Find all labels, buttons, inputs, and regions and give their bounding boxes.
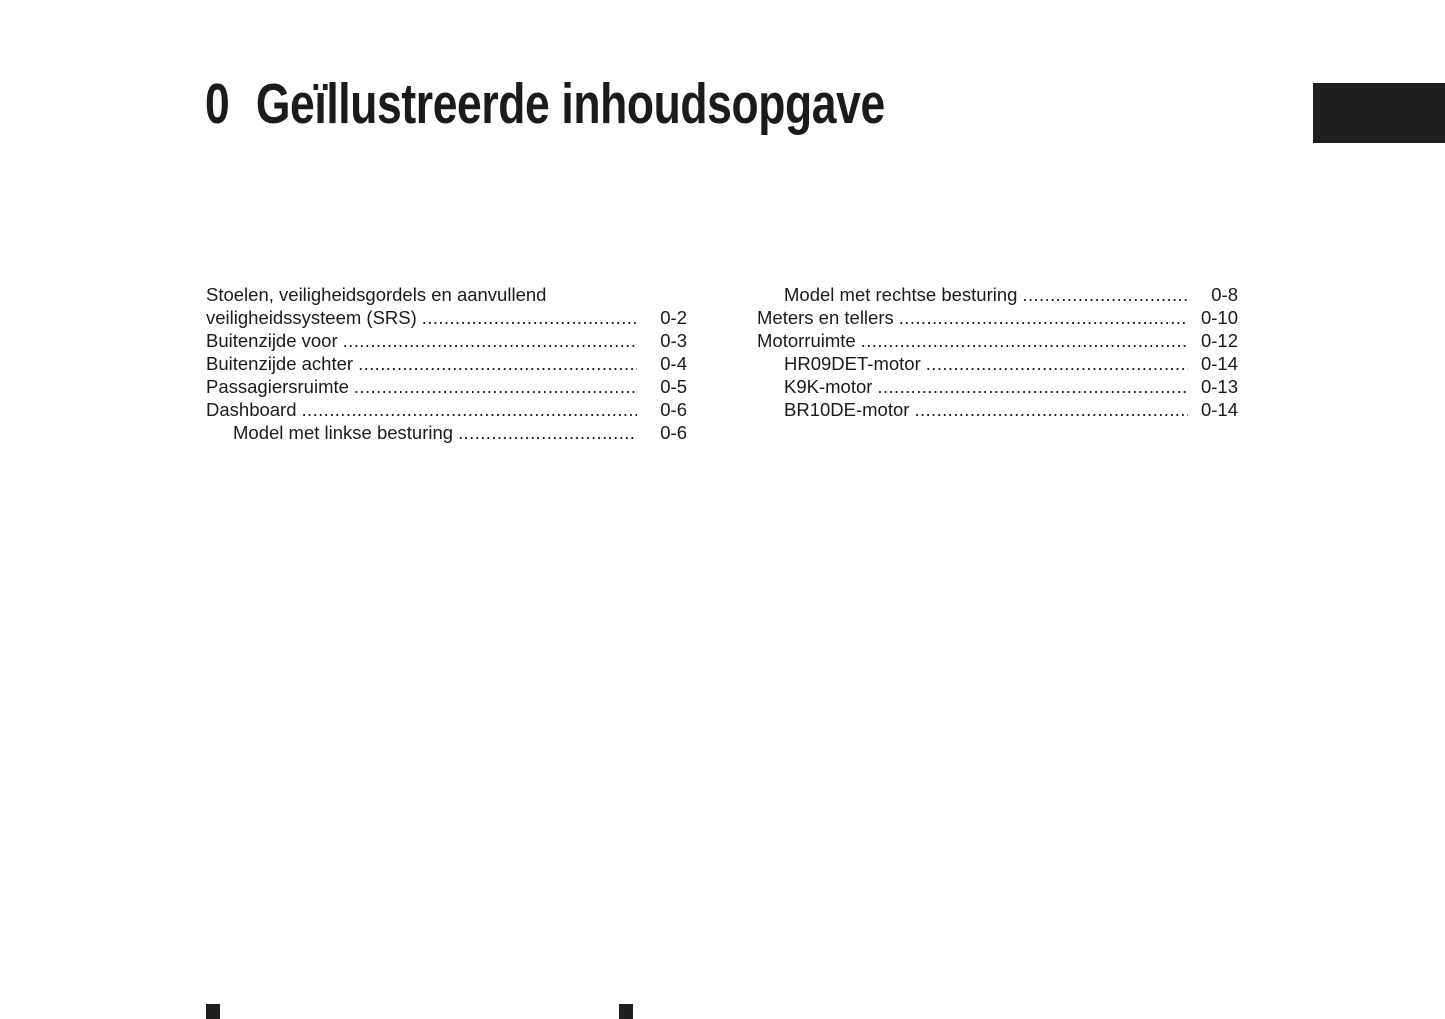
- toc-column-right: [757, 283, 1238, 444]
- dot-leader: [422, 306, 637, 329]
- toc-entry: [757, 306, 1238, 329]
- toc-column-left: [206, 283, 687, 444]
- toc-entry-label: Motorruimte: [757, 330, 856, 351]
- toc-entry-page: 0-6: [660, 422, 687, 443]
- chapter-heading: [205, 72, 885, 136]
- table-of-contents: [206, 283, 1238, 444]
- toc-entry: [206, 283, 687, 306]
- toc-entry-label: Stoelen, veiligheidsgordels en aanvullend: [206, 284, 547, 305]
- toc-entry-page: 0-2: [660, 307, 687, 328]
- toc-entry-label: veiligheidssysteem (SRS): [206, 307, 417, 328]
- toc-entry-label: BR10DE-motor: [784, 399, 910, 420]
- print-registration-mark: [619, 1004, 633, 1019]
- toc-entry-label: K9K-motor: [784, 376, 873, 397]
- dot-leader: [861, 329, 1188, 352]
- dot-leader: [302, 398, 637, 421]
- toc-entry: [206, 375, 687, 398]
- toc-entry-page: 0-12: [1200, 330, 1238, 351]
- toc-entry: [757, 329, 1238, 352]
- toc-entry-page: 0-6: [660, 399, 687, 420]
- dot-leader: [343, 329, 637, 352]
- toc-entry-label: Model met rechtse besturing: [784, 284, 1018, 305]
- toc-entry: [757, 352, 1238, 375]
- toc-entry-label: HR09DET-motor: [784, 353, 921, 374]
- dot-leader: [458, 421, 637, 444]
- toc-entry-page: 0-3: [660, 330, 687, 351]
- toc-entry: [206, 352, 687, 375]
- toc-entry-label: Dashboard: [206, 399, 297, 420]
- chapter-title: Geïllustreerde inhoudsopgave: [255, 72, 885, 136]
- toc-entry: [206, 421, 687, 444]
- dot-leader: [899, 306, 1188, 329]
- dot-leader: [354, 375, 637, 398]
- toc-entry-label: Buitenzijde achter: [206, 353, 354, 374]
- chapter-tab-marker: [1313, 83, 1445, 143]
- dot-leader: [358, 352, 637, 375]
- toc-entry-page: 0-14: [1200, 353, 1238, 374]
- toc-entry: [757, 375, 1238, 398]
- toc-entry-page: 0-13: [1200, 376, 1238, 397]
- toc-entry: [757, 398, 1238, 421]
- toc-entry-page: 0-10: [1200, 307, 1238, 328]
- print-registration-mark: [206, 1004, 220, 1019]
- toc-entry-label: Meters en tellers: [757, 307, 894, 328]
- dot-leader: [914, 398, 1188, 421]
- toc-entry-page: 0-5: [660, 376, 687, 397]
- toc-entry-label: Buitenzijde voor: [206, 330, 338, 351]
- toc-entry: [206, 306, 687, 329]
- chapter-number: 0: [205, 72, 230, 136]
- toc-entry: [757, 283, 1238, 306]
- toc-entry-page: 0-4: [660, 353, 687, 374]
- toc-entry-label: Passagiersruimte: [206, 376, 349, 397]
- dot-leader: [1022, 283, 1188, 306]
- dot-leader: [877, 375, 1188, 398]
- toc-entry-label: Model met linkse besturing: [233, 422, 454, 443]
- toc-entry-page: 0-14: [1200, 399, 1238, 420]
- dot-leader: [926, 352, 1188, 375]
- toc-entry-page: 0-8: [1211, 284, 1238, 305]
- toc-entry: [206, 398, 687, 421]
- toc-entry: [206, 329, 687, 352]
